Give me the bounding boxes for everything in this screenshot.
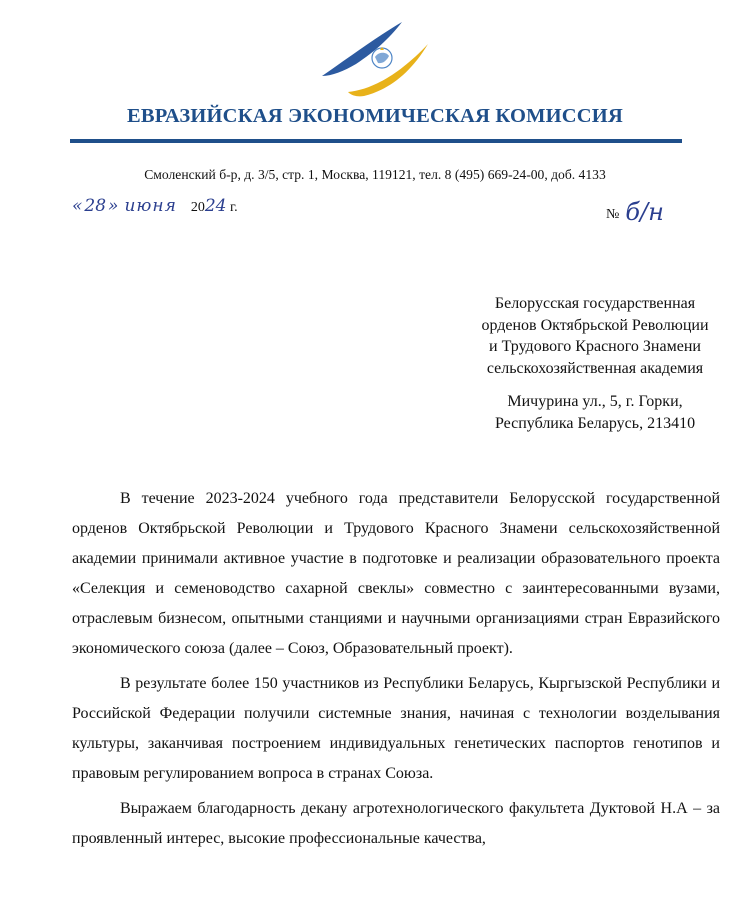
date-month: июня: [124, 196, 177, 216]
eec-logo: [318, 14, 432, 98]
header-divider: [70, 139, 682, 143]
date-day: 28: [84, 196, 107, 216]
recipient-line: орденов Октябрьской Революции: [481, 316, 709, 334]
organization-name: ЕВРАЗИЙСКАЯ ЭКОНОМИЧЕСКАЯ КОМИССИЯ: [127, 105, 623, 127]
recipient-address-line: Мичурина ул., 5, г. Горки,: [507, 393, 683, 410]
sender-address: Смоленский б-р, д. 3/5, стр. 1, Москва, 119121, тел. 8 (495) 669-24-00, доб. 4133: [144, 167, 606, 182]
number-label: №: [606, 207, 620, 222]
date-close-quote: »: [108, 196, 119, 216]
body-paragraph: В результате более 150 участников из Республики Беларусь, Кыргызской Республики и Российской Федерации получили системные знания, начиная с технологии возделывания культуры, заканчивая построением индивидуальных генетических паспортов генотипов и правовым регулированием вопроса в странах Союза.: [72, 675, 720, 782]
letter-number: [606, 196, 664, 224]
body-paragraph: Выражаем благодарность декану агротехнологического факультета Дуктовой Н.А – за проявленный интерес, высокие профессиональные качества,: [72, 800, 720, 847]
number-value: б/н: [625, 198, 664, 226]
date-year-prefix: 20: [190, 200, 205, 215]
recipient-line: сельскохозяйственная академия: [486, 359, 704, 377]
recipient-line: и Трудового Красного Знамени: [489, 338, 701, 355]
date-open-quote: «: [72, 196, 83, 216]
body-paragraph: В течение 2023-2024 учебного года представители Белорусской государственной орденов Октябрьской Революции и Трудового Красного Знамени сельскохозяйственной академии принимали активное участие в подготовке и реализации образовательного проекта «Селекция и семеноводство сахарной свеклы» совместно с заинтересованными вузами, отраслевым бизнесом, опытными станциями и научными организациями стран Евразийского экономического союза (далее – Союз, Образовательный проект).: [72, 490, 720, 657]
date-year-suffix: 24: [204, 196, 227, 216]
letter-body: [72, 484, 720, 859]
recipient-block: [440, 293, 750, 434]
date-year-unit: г.: [229, 200, 238, 215]
recipient-line: Белорусская государственная: [494, 295, 696, 312]
letter-date: [72, 196, 238, 216]
recipient-address-line: Республика Беларусь, 213410: [494, 414, 696, 432]
